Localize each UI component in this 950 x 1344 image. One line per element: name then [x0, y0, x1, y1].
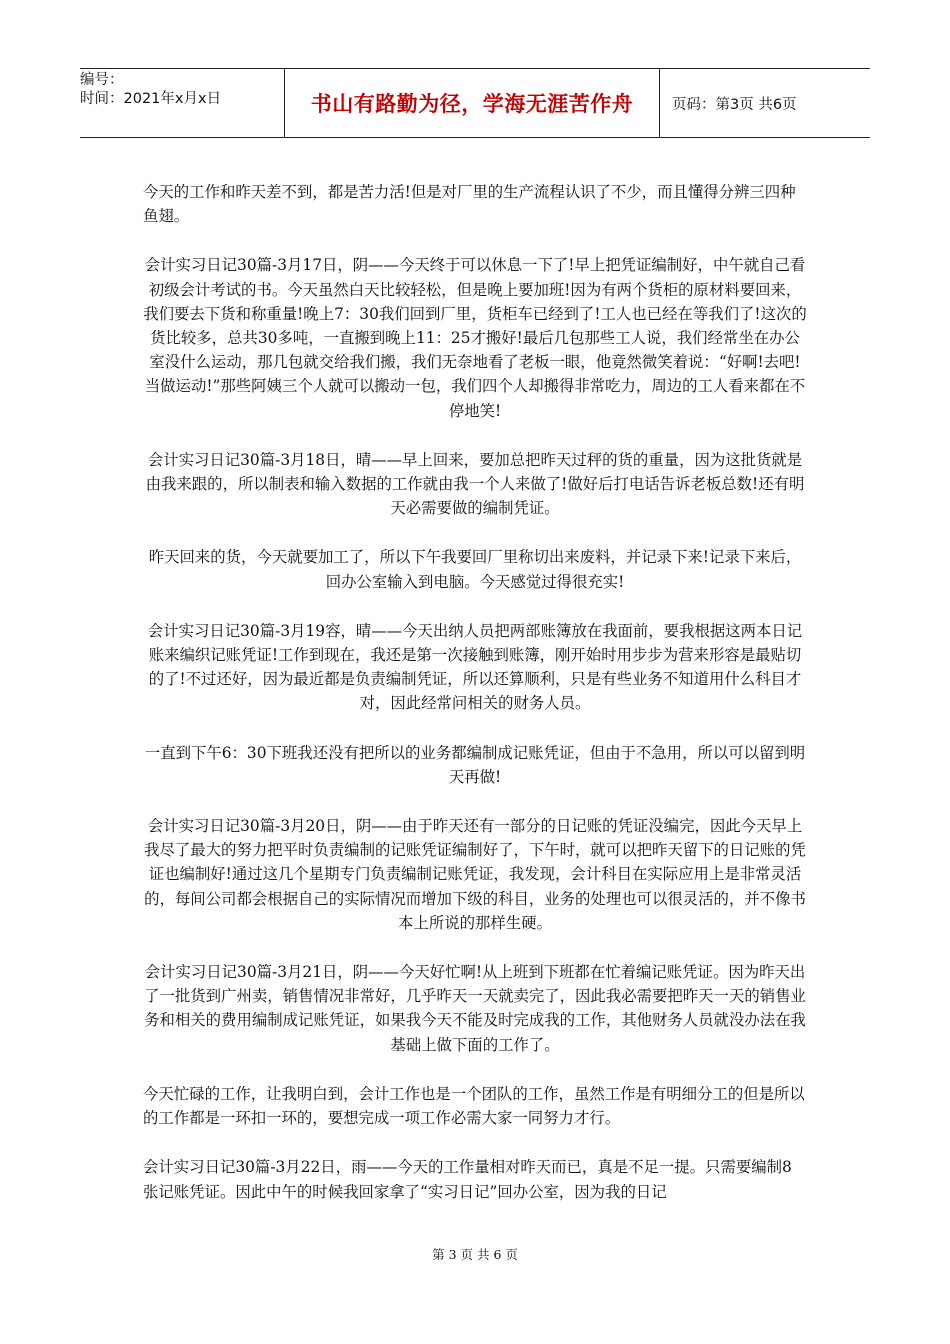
- document-date-label: 时间：2021年x月x日: [80, 91, 222, 107]
- document-body: [143, 180, 807, 1229]
- paragraph: 今天的工作和昨天差不到，都是苦力活!但是对厂里的生产流程认识了不少，而且懂得分辨三四种鱼翅。: [143, 183, 796, 226]
- header-page-label: 页码：第3页 共6页: [672, 96, 797, 113]
- document-number-label: 编号：: [80, 72, 124, 88]
- paragraph: 会计实习日记30篇-3月18日，晴——早上回来，要加总把昨天过秤的货的重量，因为这批货就是由我来跟的，所以制表和输入数据的工作就由我一个人来做了!做好后打电话告诉老板总数!还有明天必需要做的编制凭证。: [145, 450, 805, 518]
- paragraph: 一直到下午6：30下班我还没有把所以的业务都编制成记账凭证，但由于不急用，所以可以留到明天再做!: [144, 743, 806, 786]
- paragraph: 会计实习日记30篇-3月19容，晴——今天出纳人员把两部账簿放在我面前，要我根据这两本日记账来编织记账凭证!工作到现在，我还是第一次接触到账簿，刚开始时用步步为营来形容是最贴切的了!不过还好，因为最近都是负责编制凭证，所以还算顺利，只是有些业务不知道用什么科目才对，因此经常问相关的财务人员。: [147, 621, 803, 713]
- paragraph: 会计实习日记30篇-3月17日，阴——今天终于可以休息一下了!早上把凭证编制好，中午就自己看初级会计考试的书。今天虽然白天比较轻松，但是晚上要加班!因为有两个货柜的原材料要回来，我们要去下货和称重量!晚上7：30我们回到厂里，货柜车已经到了!工人也已经在等我们了!这次的货比较多，总共30多吨，一直搬到晚上11：25才搬好!最后几包那些工人说，我们经常坐在办公室没什么运动，那几包就交给我们搬，我们无奈地看了老板一眼，他竟然微笑着说：“好啊!去吧!当做运动!”那些阿姨三个人就可以搬动一包，我们四个人却搬得非常吃力，周边的工人看来都在不停地笑!: [143, 256, 807, 420]
- page-footer: 第 3 页 共 6 页: [432, 1247, 518, 1262]
- paragraph: 会计实习日记30篇-3月21日，阴——今天好忙啊!从上班到下班都在忙着编记账凭证。因为昨天出了一批货到广州卖，销售情况非常好，几乎昨天一天就卖完了，因此我必需要把昨天一天的销售业务和相关的费用编制成记账凭证，如果我今天不能及时完成我的工作，其他财务人员就没办法在我基础上做下面的工作了。: [144, 963, 806, 1054]
- header-motto: 书山有路勤为径，学海无涯苦作舟: [310, 92, 634, 116]
- paragraph: 今天忙碌的工作，让我明白到，会计工作也是一个团队的工作，虽然工作是有明细分工的但是所以的工作都是一环扣一环的，要想完成一项工作必需大家一同努力才行。: [143, 1084, 805, 1128]
- paragraph: 会计实习日记30篇-3月22日，雨——今天的工作量相对昨天而已，真是不足一提。只需要编制8张记账凭证。因此中午的时候我回家拿了“实习日记”回办公室，因为我的日记: [143, 1158, 792, 1201]
- header-motto-cell: [285, 69, 660, 137]
- paragraph: 昨天回来的货，今天就要加工了，所以下午我要回厂里称切出来废料，并记录下来!记录下来后，回办公室输入到电脑。今天感觉过得很充实!: [148, 548, 802, 591]
- page-header: [80, 68, 870, 138]
- paragraph: 会计实习日记30篇-3月20日，阴——由于昨天还有一部分的日记账的凭证没编完，因此今天早上我尽了最大的努力把平时负责编制的记账凭证编制好了，下午时，就可以把昨天留下的日记账的凭证也编制好!通过这几个星期专门负责编制记账凭证，我发现，会计科目在实际应用上是非常灵活的，每间公司都会根据自己的实际情况而增加下级的科目，业务的处理也可以很灵活的，并不像书本上所说的那样生硬。: [144, 817, 806, 932]
- header-page-cell: [660, 69, 870, 137]
- header-meta: [80, 69, 285, 137]
